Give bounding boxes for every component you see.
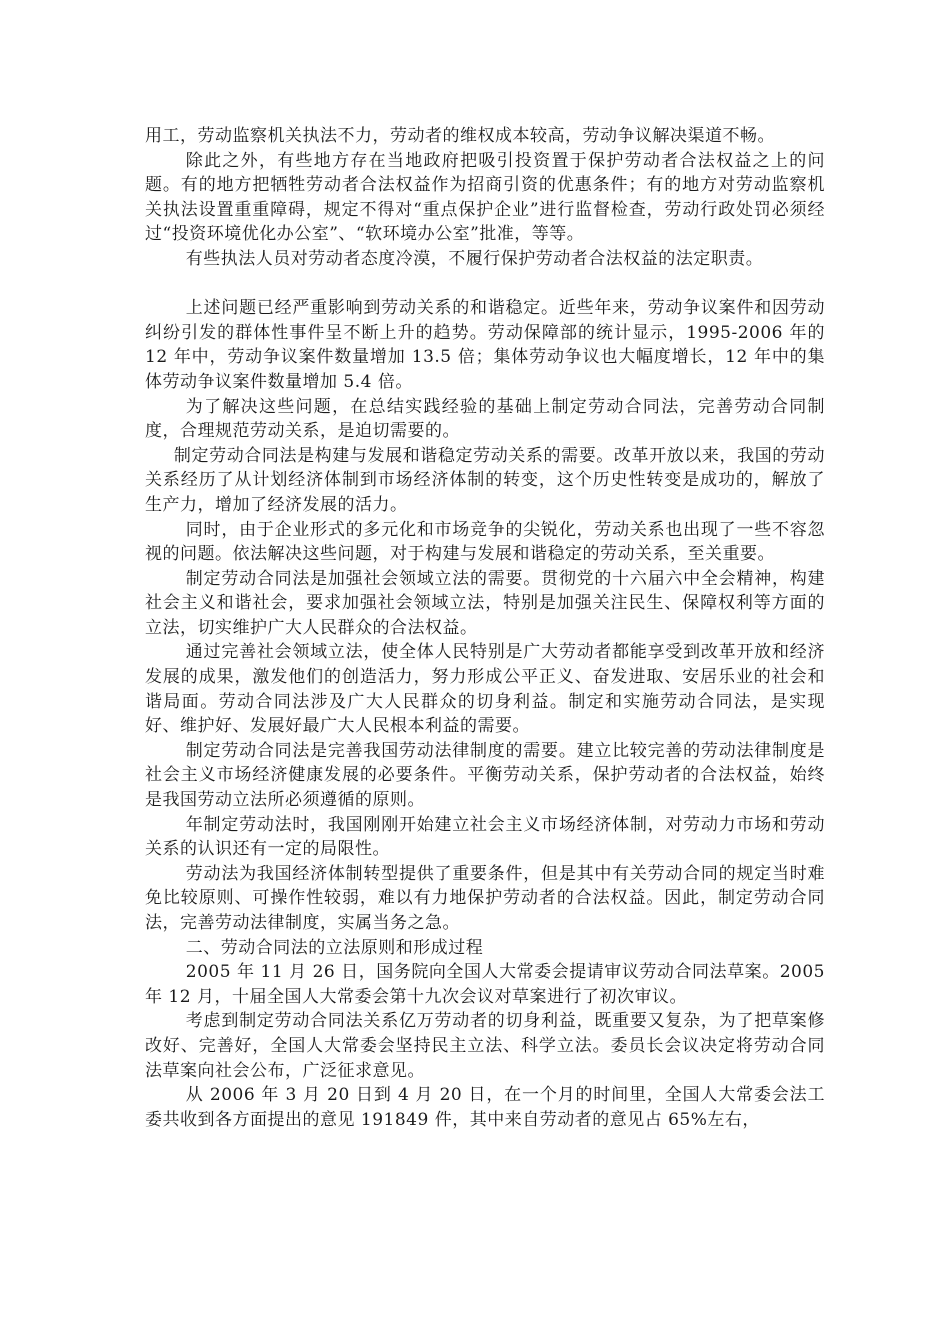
paragraph: 制定劳动合同法是加强社会领域立法的需要。贯彻党的十六届六中全会精神，构建社会主义和谐社会，要求加强社会领域立法，特别是加强关注民生、保障权利等方面的立法，切实维护广大人民群众的合法权益。 bbox=[145, 568, 825, 638]
paragraph: 上述问题已经严重影响到劳动关系的和谐稳定。近些年来，劳动争议案件和因劳动纠纷引发的群体性事件呈不断上升的趋势。劳动保障部的统计显示，1995-2006 年的 12 年中，劳动争议案件数量增加 13.5 倍；集体劳动争议也大幅度增长，12 年中的集体劳动争议案件数量增加 5.4 倍。 bbox=[145, 298, 825, 392]
document-body bbox=[145, 124, 825, 1132]
paragraph: 有些执法人员对劳动者态度冷漠，不履行保护劳动者合法权益的法定职责。 bbox=[185, 248, 764, 269]
paragraph: 制定劳动合同法是完善我国劳动法律制度的需要。建立比较完善的劳动法律制度是社会主义市场经济健康发展的必要条件。平衡劳动关系，保护劳动者的合法权益，始终是我国劳动立法所必须遵循的原则。 bbox=[145, 740, 825, 811]
paragraph: 2005 年 11 月 26 日，国务院向全国人大常委会提请审议劳动合同法草案。2005 年 12 月，十届全国人大常委会第十九次会议对草案进行了初次审议。 bbox=[145, 962, 825, 1007]
paragraph: 用工，劳动监察机关执法不力，劳动者的维权成本较高，劳动争议解决渠道不畅。 bbox=[145, 126, 775, 146]
paragraph: 从 2006 年 3 月 20 日到 4 月 20 日，在一个月的时间里，全国人大常委会法工委共收到各方面提出的意见 191849 件，其中来自劳动者的意见占 65%左右， bbox=[145, 1085, 825, 1130]
section-heading: 二、劳动合同法的立法原则和形成过程 bbox=[185, 937, 484, 958]
paragraph: 除此之外，有些地方存在当地政府把吸引投资置于保护劳动者合法权益之上的问题。有的地方把牺牲劳动者合法权益作为招商引资的优惠条件；有的地方对劳动监察机关执法设置重重障碍，规定不得对“重点保护企业”进行监督检查，劳动行政处罚必须经过“投资环境优化办公室”、“软环境办公室”批准，等等。 bbox=[145, 150, 825, 245]
paragraph: 年制定劳动法时，我国刚刚开始建立社会主义市场经济体制，对劳动力市场和劳动关系的认识还有一定的局限性。 bbox=[145, 814, 825, 860]
paragraph: 通过完善社会领域立法，使全体人民特别是广大劳动者都能享受到改革开放和经济发展的成果，激发他们的创造活力，努力形成公平正义、奋发进取、安居乐业的社会和谐局面。劳动合同法涉及广大人民群众的切身利益。制定和实施劳动合同法，是实现好、维护好、发展好最广大人民根本利益的需要。 bbox=[145, 642, 825, 737]
paragraph: 制定劳动合同法是构建与发展和谐稳定劳动关系的需要。改革开放以来，我国的劳动关系经历了从计划经济体制到市场经济体制的转变，这个历史性转变是成功的，解放了生产力，增加了经济发展的活力。 bbox=[145, 445, 825, 515]
paragraph: 劳动法为我国经济体制转型提供了重要条件，但是其中有关劳动合同的规定当时难免比较原则、可操作性较弱，难以有力地保护劳动者的合法权益。因此，制定劳动合同法，完善劳动法律制度，实属当务之急。 bbox=[145, 863, 825, 933]
paragraph: 为了解决这些问题，在总结实践经验的基础上制定劳动合同法，完善劳动合同制度，合理规范劳动关系，是迫切需要的。 bbox=[145, 396, 825, 442]
paragraph: 考虑到制定劳动合同法关系亿万劳动者的切身利益，既重要又复杂，为了把草案修改好、完善好，全国人大常委会坚持民主立法、科学立法。委员长会议决定将劳动合同法草案向社会公布，广泛征求意见。 bbox=[145, 1011, 825, 1081]
paragraph: 同时，由于企业形式的多元化和市场竞争的尖锐化，劳动关系也出现了一些不容忽视的问题。依法解决这些问题，对于构建与发展和谐稳定的劳动关系，至关重要。 bbox=[145, 519, 825, 565]
